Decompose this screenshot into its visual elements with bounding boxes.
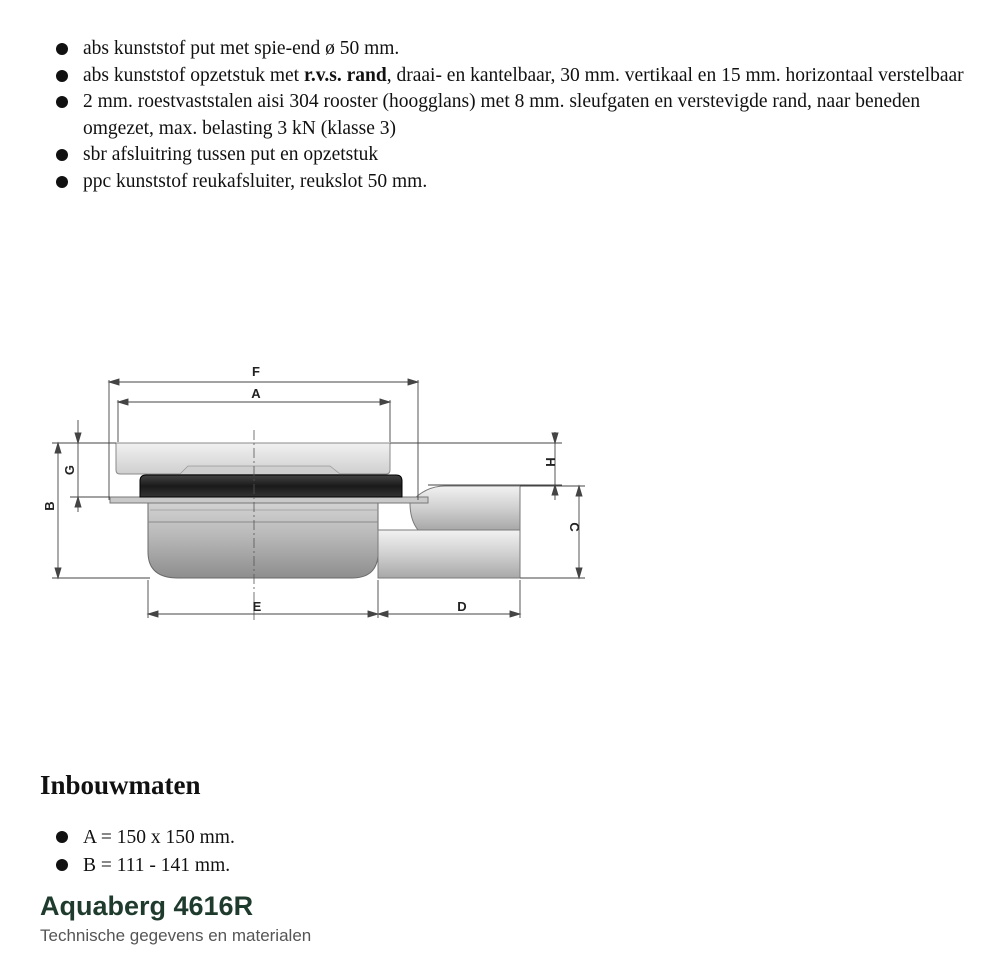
section-heading: Inbouwmaten	[40, 770, 201, 800]
spec-item: sbr afsluitring tussen put en opzetstuk	[52, 142, 982, 169]
dimension-label-a: A	[251, 386, 261, 401]
dimension-item: A = 150 x 150 mm.	[52, 824, 652, 852]
dimension-label-e: E	[252, 599, 262, 614]
spec-item: 2 mm. roestvaststalen aisi 304 rooster (hoogglans) met 8 mm. sleufgaten en verstevigde rand, naar beneden omgezet, max. belasting 3 kN (klasse 3)	[52, 89, 982, 142]
spec-item: ppc kunststof reukafsluiter, reukslot 50 mm.	[52, 169, 982, 196]
drain-body	[148, 500, 378, 578]
dimension-label-h: H	[543, 457, 558, 467]
flange-plate	[110, 497, 428, 503]
dimension-label-c: C	[567, 522, 582, 532]
bullet-icon	[56, 831, 68, 843]
grate	[116, 443, 390, 474]
dimension-item: B = 111 - 141 mm.	[52, 852, 652, 880]
product-subtitle: Technische gegevens en materialen	[40, 926, 312, 945]
dimension-label-b: B	[42, 501, 57, 511]
sealing-ring	[140, 475, 402, 497]
dimension-label-f: F	[252, 364, 260, 379]
spec-item: abs kunststof opzetstuk met r.v.s. rand, draai- en kantelbaar, 30 mm. vertikaal en 15 mm. horizontaal verstelbaar	[52, 63, 982, 90]
dimension-label-g: G	[62, 464, 77, 476]
bullet-icon	[56, 859, 68, 871]
installation-dimensions-list	[52, 824, 652, 880]
dimension-label-d: D	[457, 599, 467, 614]
spec-bold-text: r.v.s. rand	[303, 64, 387, 86]
spec-item: abs kunststof put met spie-end ø 50 mm.	[52, 36, 982, 63]
product-title: Aquaberg 4616R	[40, 891, 254, 921]
